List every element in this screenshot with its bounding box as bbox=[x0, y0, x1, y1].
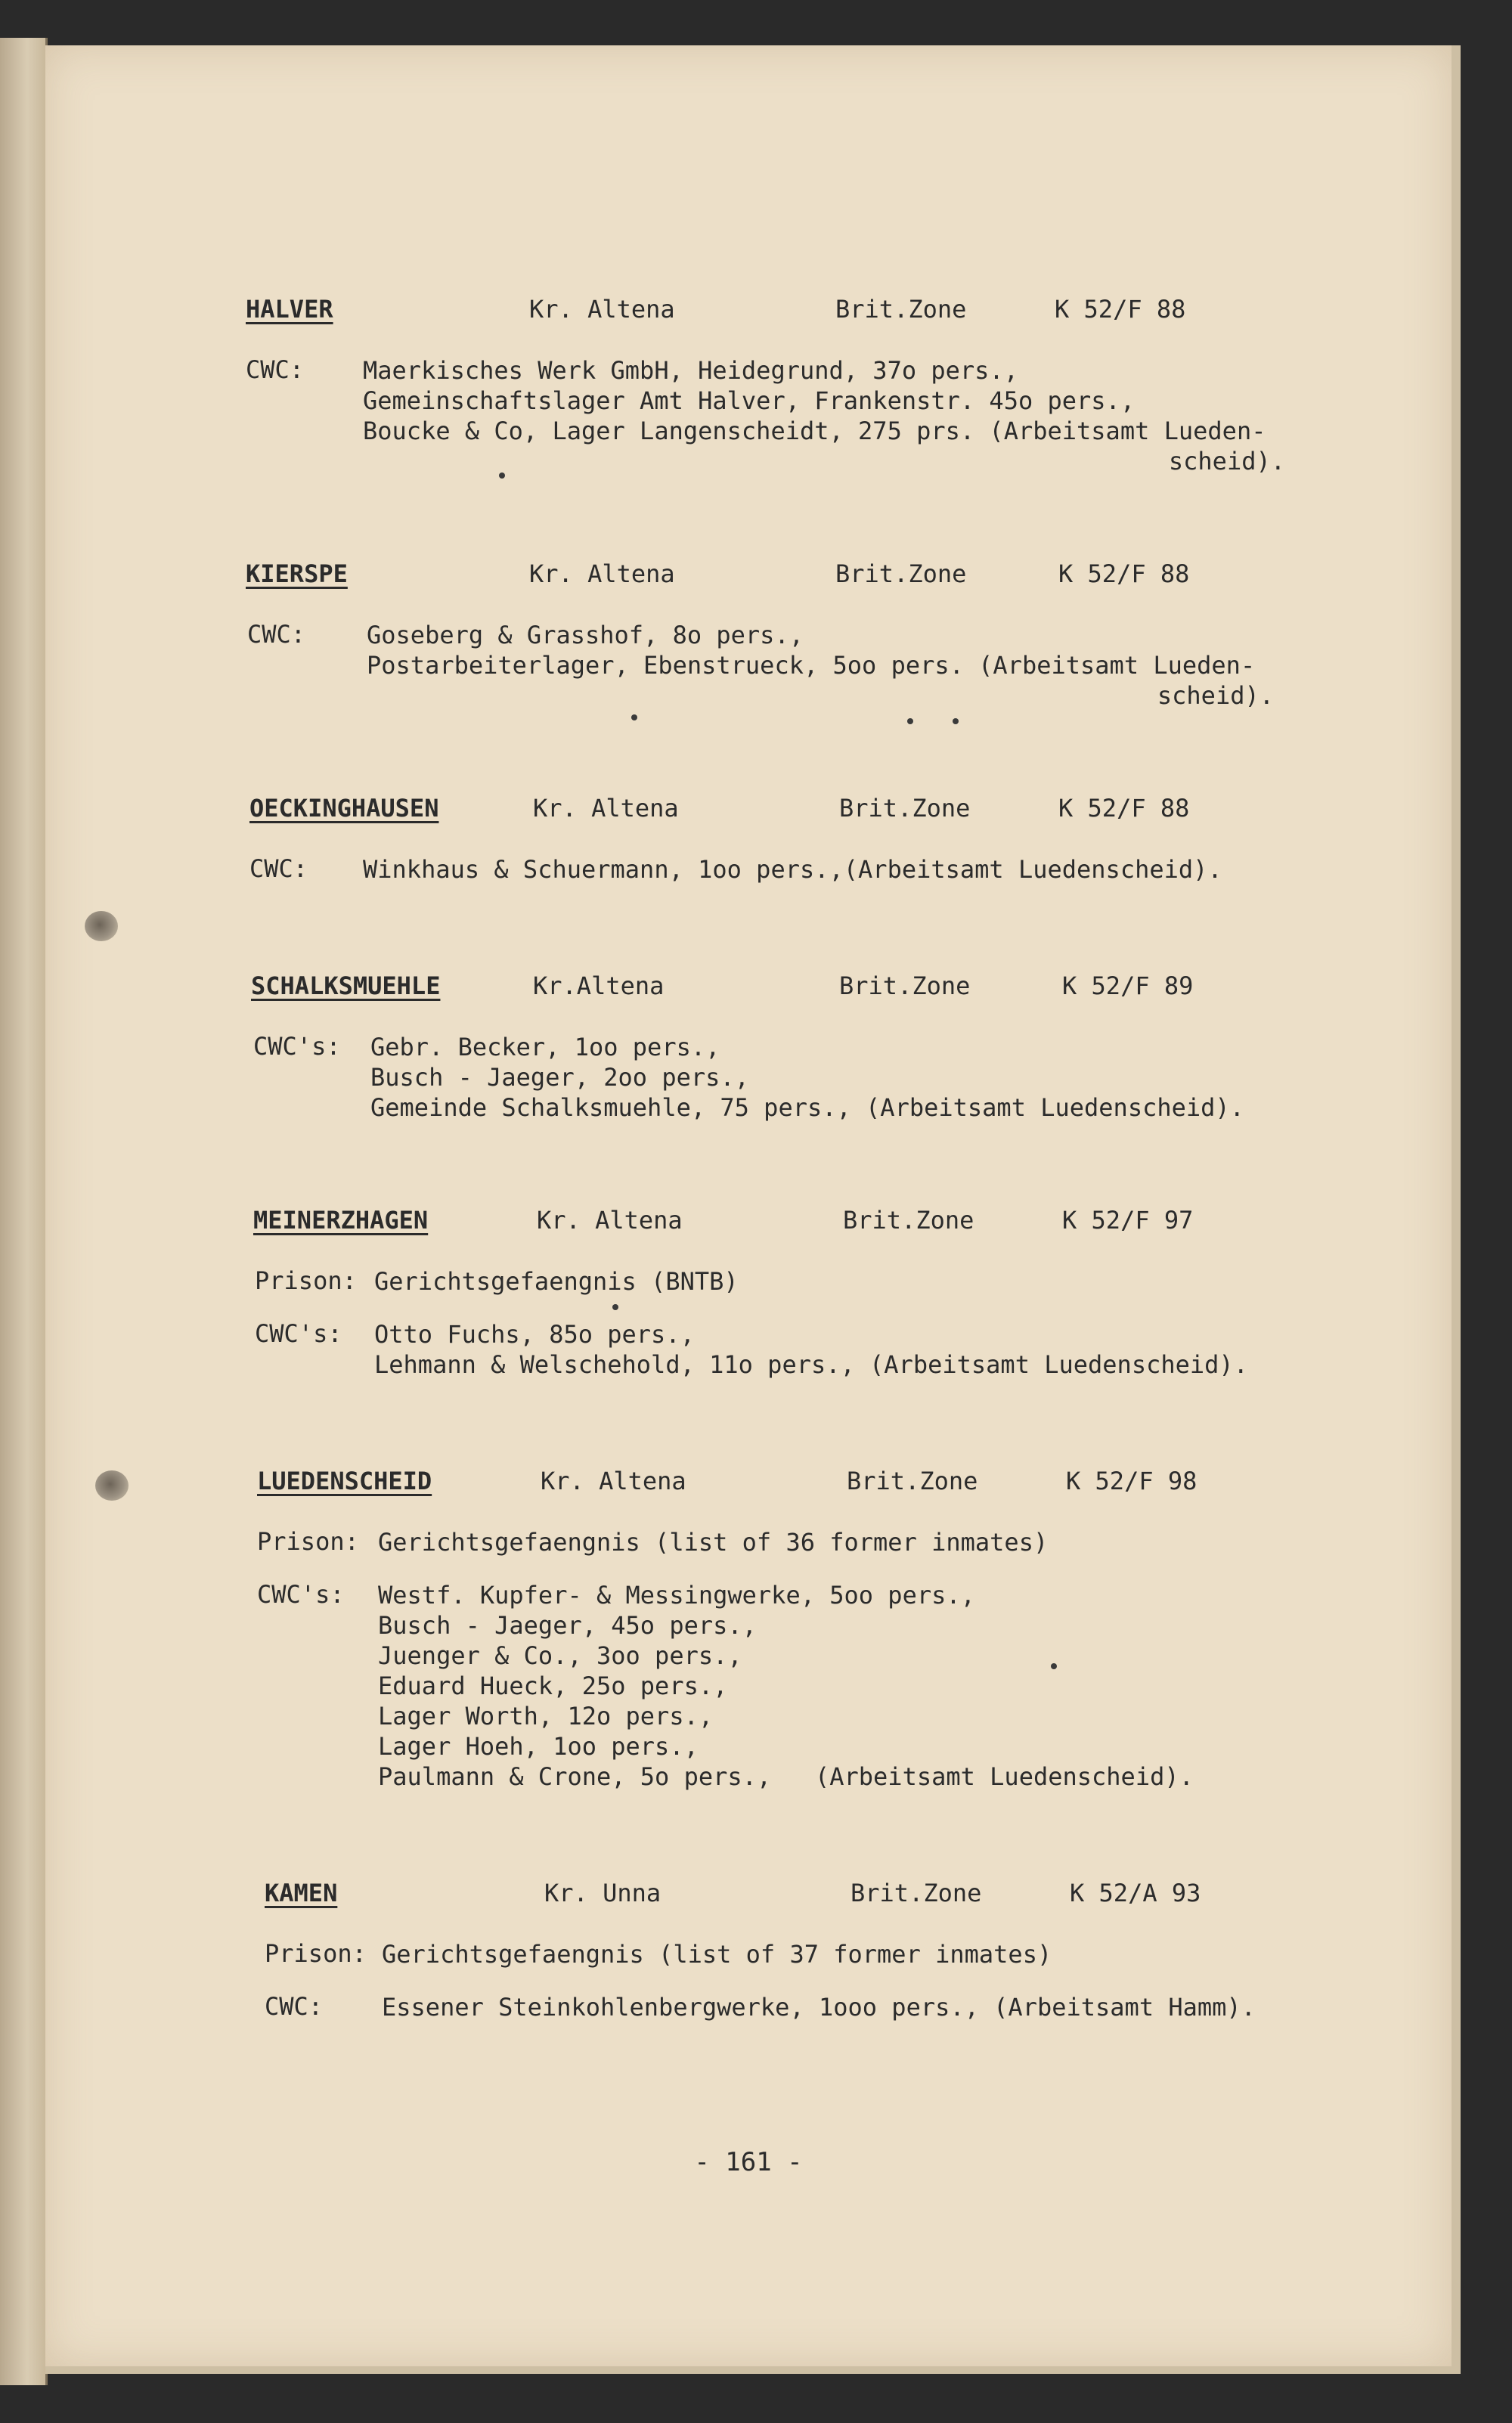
entry-row bbox=[45, 854, 1452, 885]
adjacent-page-edge bbox=[0, 38, 48, 2385]
row-lines bbox=[378, 1580, 1255, 1792]
zone: Brit.Zone bbox=[850, 1879, 982, 1907]
text-line: Paulmann & Crone, 5o pers., (Arbeitsamt Luedenscheid). bbox=[378, 1762, 1194, 1791]
zone: Brit.Zone bbox=[835, 295, 967, 324]
text-line: Gemeinde Schalksmuehle, 75 pers., (Arbeitsamt Luedenscheid). bbox=[370, 1093, 1244, 1122]
zone: Brit.Zone bbox=[839, 971, 971, 1000]
text-line: Gebr. Becker, 1oo pers., bbox=[370, 1033, 720, 1061]
reference-code: K 52/F 88 bbox=[1058, 794, 1190, 823]
entry-row bbox=[45, 1266, 1452, 1297]
reference-code: K 52/F 89 bbox=[1062, 971, 1194, 1000]
text-line: Boucke & Co, Lager Langenscheidt, 275 prs. (Arbeitsamt Lueden- bbox=[363, 417, 1266, 445]
row-lines bbox=[367, 620, 1274, 711]
document-page bbox=[45, 45, 1461, 2374]
text-line: Essener Steinkohlenbergwerke, 1ooo pers., (Arbeitsamt Hamm). bbox=[382, 1993, 1256, 2022]
page-number: - 161 - bbox=[694, 2147, 803, 2177]
text-line: Eduard Hueck, 25o pers., bbox=[378, 1672, 728, 1700]
district: Kr. Altena bbox=[537, 1206, 683, 1235]
entry-row bbox=[45, 355, 1452, 476]
reference-code: K 52/F 98 bbox=[1066, 1467, 1198, 1495]
entry-oeckinghausen bbox=[45, 794, 1452, 885]
entry-row bbox=[45, 1032, 1452, 1123]
text-line: Lager Hoeh, 1oo pers., bbox=[378, 1732, 699, 1761]
text-line: Goseberg & Grasshof, 8o pers., bbox=[367, 621, 804, 649]
district: Kr. Altena bbox=[541, 1467, 686, 1495]
place-name: KAMEN bbox=[265, 1879, 338, 1907]
place-name: MEINERZHAGEN bbox=[253, 1206, 429, 1235]
row-lines bbox=[382, 1939, 1255, 1969]
entry-header bbox=[45, 1206, 1452, 1244]
text-line: Winkhaus & Schuermann, 1oo pers.,(Arbeitsamt Luedenscheid). bbox=[363, 855, 1222, 884]
entry-header bbox=[45, 1467, 1452, 1504]
text-line: Lehmann & Welschehold, 11o pers., (Arbeitsamt Luedenscheid). bbox=[374, 1350, 1248, 1379]
text-line: Lager Worth, 12o pers., bbox=[378, 1702, 714, 1730]
entry-header bbox=[45, 971, 1452, 1009]
entry-row bbox=[45, 1939, 1452, 1969]
place-name: HALVER bbox=[246, 295, 333, 324]
district: Kr. Altena bbox=[529, 559, 675, 588]
row-lines bbox=[363, 355, 1285, 476]
entry-row bbox=[45, 1319, 1452, 1380]
row-label: CWC: bbox=[247, 620, 306, 649]
ink-speck bbox=[631, 714, 637, 720]
text-line: scheid). bbox=[1157, 681, 1274, 710]
entry-row bbox=[45, 1580, 1452, 1792]
zone: Brit.Zone bbox=[839, 794, 971, 823]
entry-row bbox=[45, 1527, 1452, 1557]
district: Kr. Altena bbox=[529, 295, 675, 324]
entry-row bbox=[45, 620, 1452, 711]
entry-meinerzhagen bbox=[45, 1206, 1452, 1380]
zone: Brit.Zone bbox=[835, 559, 967, 588]
row-label: CWC: bbox=[249, 854, 308, 883]
row-label: CWC's: bbox=[255, 1319, 342, 1348]
entry-kierspe bbox=[45, 559, 1452, 711]
row-label: Prison: bbox=[257, 1527, 359, 1556]
text-line: Otto Fuchs, 85o pers., bbox=[374, 1320, 695, 1349]
text-line: Maerkisches Werk GmbH, Heidegrund, 37o pers., bbox=[363, 356, 1018, 385]
entry-kamen bbox=[45, 1879, 1452, 2022]
zone: Brit.Zone bbox=[843, 1206, 974, 1235]
row-lines bbox=[374, 1266, 1255, 1297]
text-line: scheid). bbox=[1168, 447, 1285, 476]
punch-hole bbox=[85, 911, 118, 941]
entry-header bbox=[45, 559, 1452, 597]
reference-code: K 52/F 97 bbox=[1062, 1206, 1194, 1235]
row-lines bbox=[382, 1992, 1255, 2022]
reference-code: K 52/F 88 bbox=[1055, 295, 1186, 324]
entry-halver bbox=[45, 295, 1452, 476]
text-line: Postarbeiterlager, Ebenstrueck, 5oo pers. (Arbeitsamt Lueden- bbox=[367, 651, 1256, 680]
text-line: Gerichtsgefaengnis (list of 37 former inmates) bbox=[382, 1940, 1052, 1969]
entry-header bbox=[45, 1879, 1452, 1916]
row-lines bbox=[363, 854, 1255, 885]
entry-header bbox=[45, 794, 1452, 832]
entry-row bbox=[45, 1992, 1452, 2022]
ink-speck bbox=[907, 718, 913, 724]
row-label: Prison: bbox=[265, 1939, 367, 1968]
row-label: CWC's: bbox=[257, 1580, 345, 1609]
row-lines bbox=[374, 1319, 1255, 1380]
row-lines bbox=[370, 1032, 1255, 1123]
entry-schalksmuehle bbox=[45, 971, 1452, 1123]
reference-code: K 52/A 93 bbox=[1070, 1879, 1201, 1907]
ink-speck bbox=[953, 718, 959, 724]
district: Kr. Unna bbox=[544, 1879, 662, 1907]
place-name: SCHALKSMUEHLE bbox=[251, 971, 441, 1000]
row-label: CWC: bbox=[265, 1992, 324, 2021]
row-label: CWC's: bbox=[253, 1032, 341, 1061]
text-line: Westf. Kupfer- & Messingwerke, 5oo pers., bbox=[378, 1581, 975, 1610]
text-line: Gerichtsgefaengnis (list of 36 former inmates) bbox=[378, 1528, 1049, 1557]
district: Kr. Altena bbox=[533, 794, 679, 823]
district: Kr.Altena bbox=[533, 971, 665, 1000]
zone: Brit.Zone bbox=[847, 1467, 978, 1495]
place-name: OECKINGHAUSEN bbox=[249, 794, 439, 823]
text-line: Gemeinschaftslager Amt Halver, Frankenstr. 45o pers., bbox=[363, 386, 1136, 415]
text-line: Gerichtsgefaengnis (BNTB) bbox=[374, 1267, 739, 1296]
place-name: KIERSPE bbox=[246, 559, 348, 588]
entry-header bbox=[45, 295, 1452, 333]
entry-luedenscheid bbox=[45, 1467, 1452, 1792]
text-line: Busch - Jaeger, 2oo pers., bbox=[370, 1063, 749, 1092]
reference-code: K 52/F 88 bbox=[1058, 559, 1190, 588]
place-name: LUEDENSCHEID bbox=[257, 1467, 432, 1495]
row-lines bbox=[378, 1527, 1255, 1557]
text-line: Juenger & Co., 3oo pers., bbox=[378, 1641, 742, 1670]
row-label: Prison: bbox=[255, 1266, 357, 1295]
row-label: CWC: bbox=[246, 355, 305, 384]
text-line: Busch - Jaeger, 45o pers., bbox=[378, 1611, 757, 1640]
